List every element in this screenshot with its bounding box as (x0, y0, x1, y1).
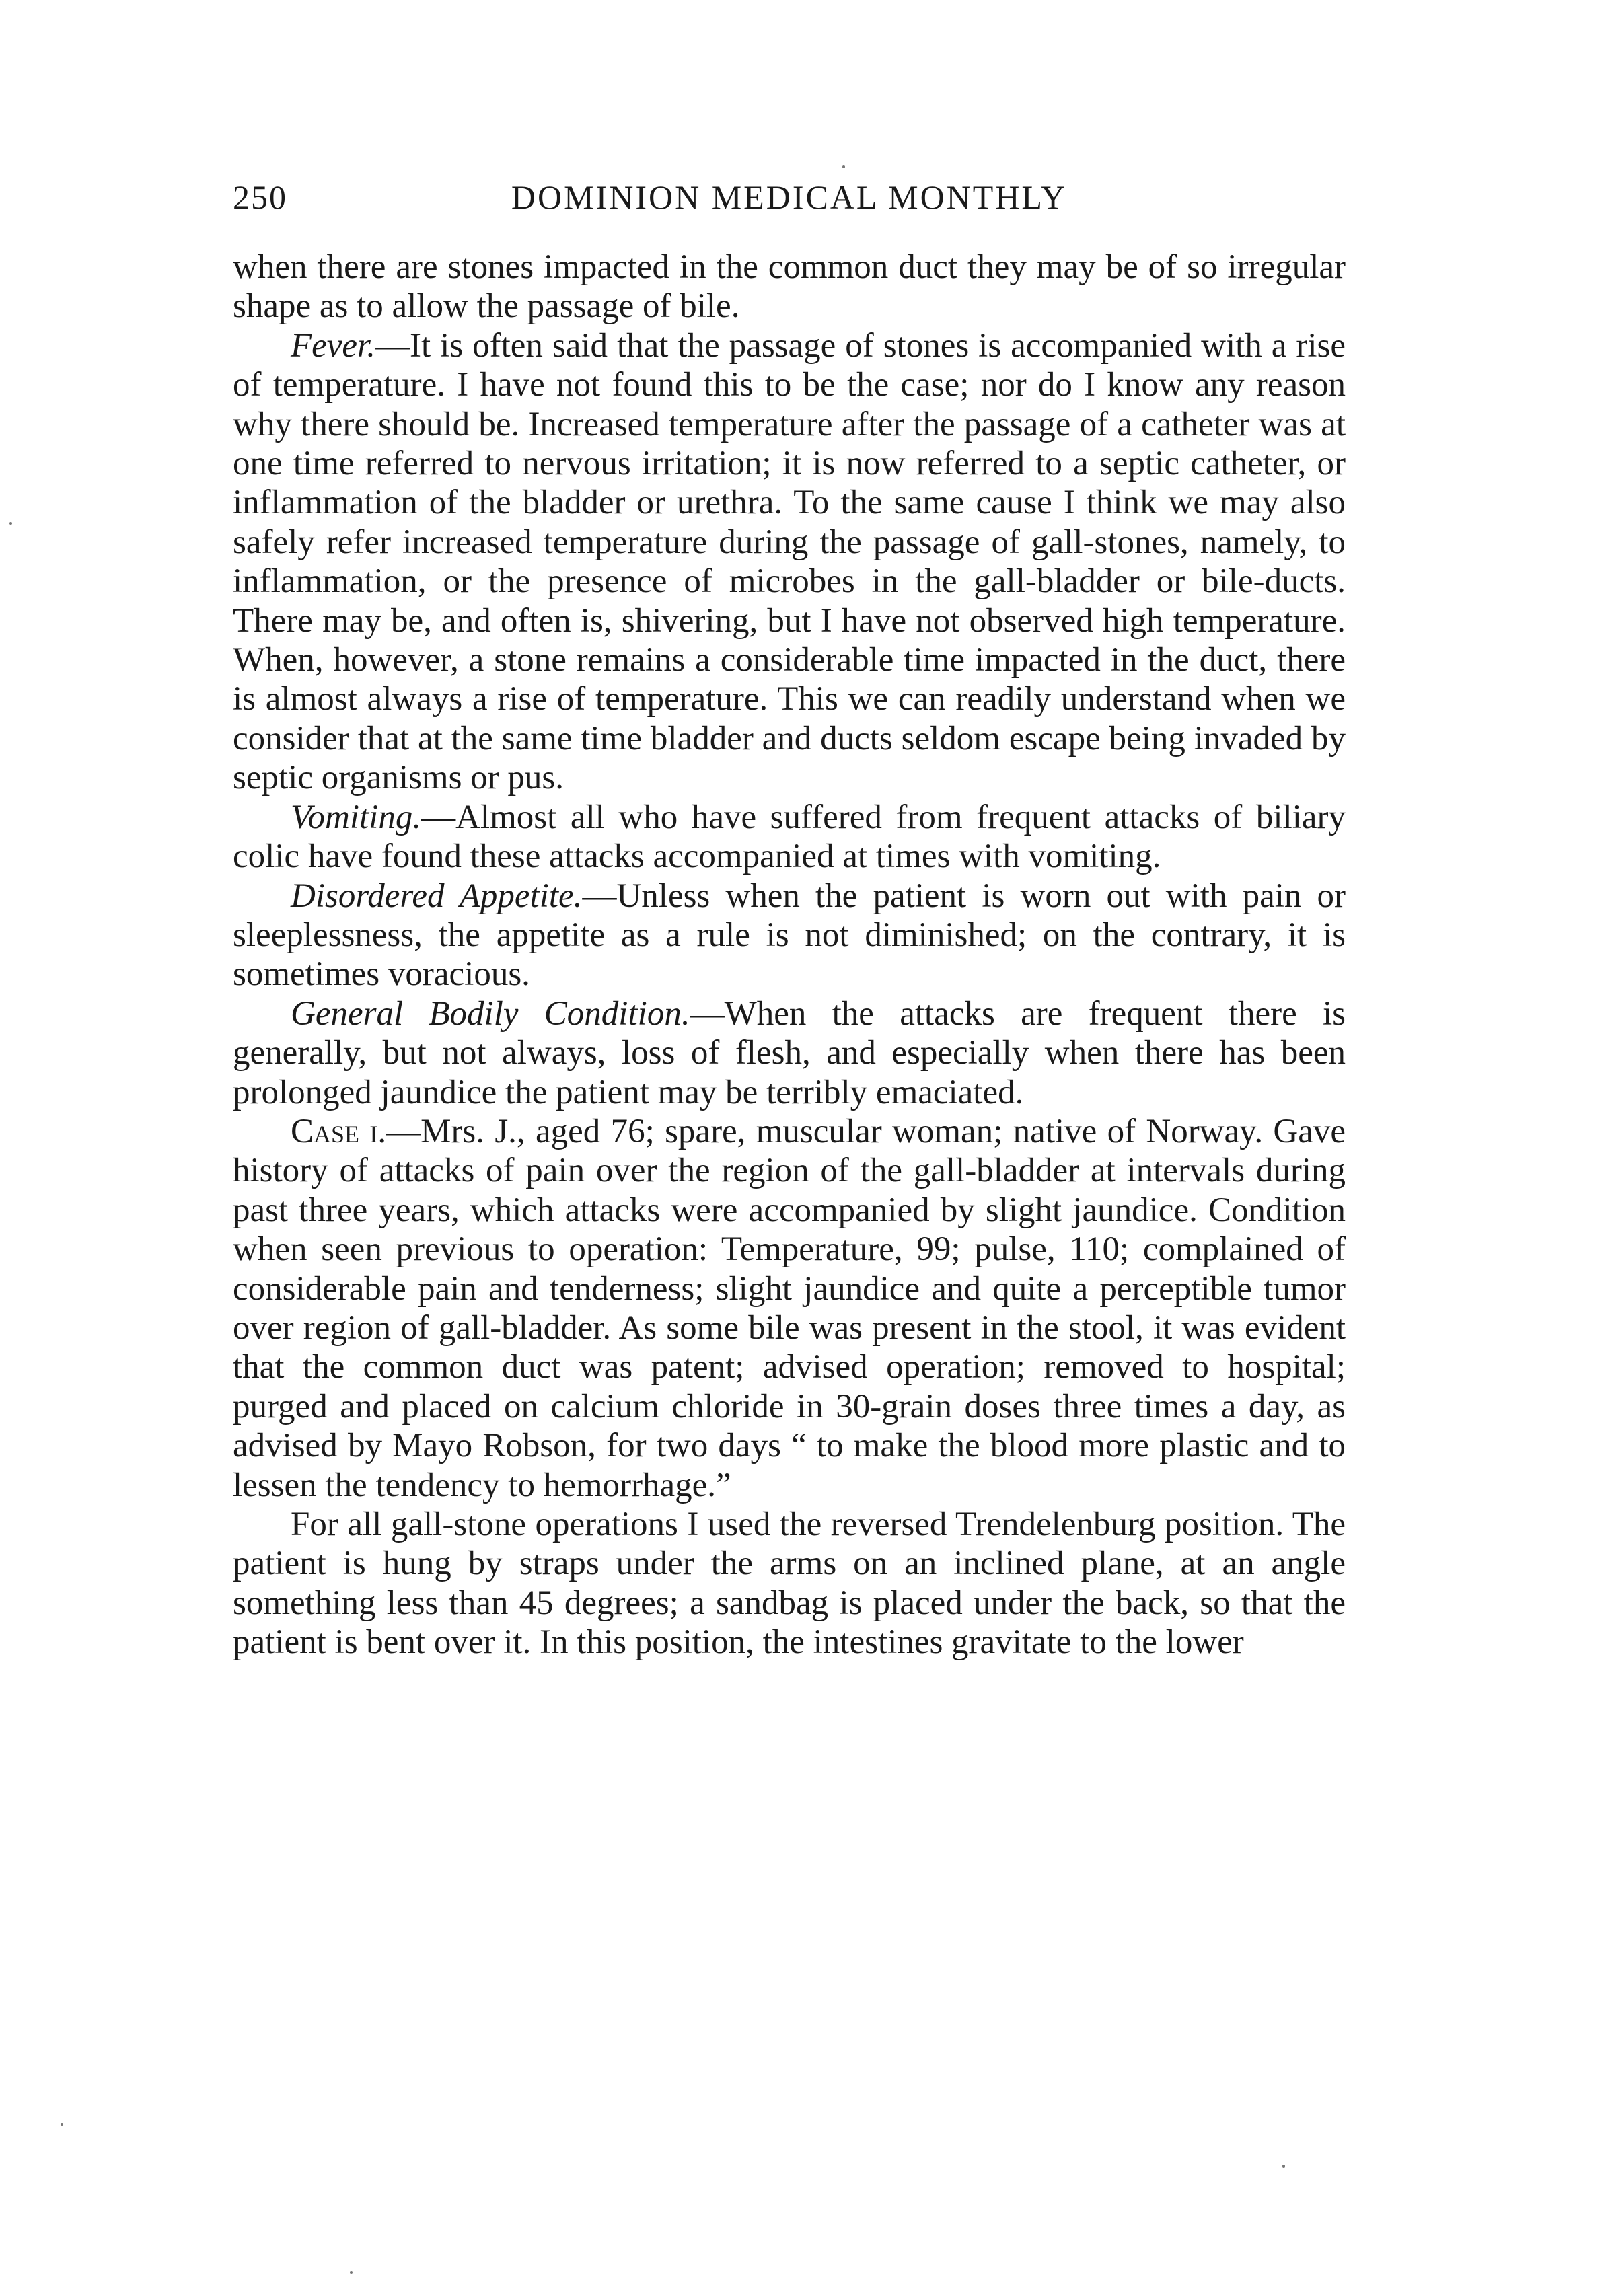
paragraph-disordered-appetite (233, 877, 1346, 994)
scan-speck (9, 522, 12, 525)
journal-title: DOMINION MEDICAL MONTHLY (511, 178, 1068, 216)
book-page (233, 178, 1346, 1662)
scan-speck (350, 2271, 353, 2274)
section-heading-vomiting: Vomiting. (291, 798, 422, 836)
page-number: 250 (233, 178, 287, 216)
paragraph-general-bodily-condition (233, 994, 1346, 1112)
paragraph-case-1 (233, 1112, 1346, 1505)
paragraph-text: —When the attacks are frequent there is generally, but not always, loss of flesh, and especially when there has been prolonged jaundice the patient may be terribly emaciated. (233, 994, 1346, 1111)
paragraph-text: For all gall-stone operations I used the reversed Trendelenburg position. The patient is hung by straps under the arms on an inclined plane, at an angle something less than 45 degrees; a sandbag is placed under the back, so that the patient is bent over it. In this position, the intestines gravitate to the lower (233, 1506, 1346, 1662)
section-heading-fever: Fever. (291, 326, 376, 365)
body-text (233, 248, 1346, 1662)
paragraph-text: —It is often said that the passage of stones is accompanied with a rise of temperature. I have not found this to be the case; nor do I know any reason why there should be. Increased temperature after the passage of a catheter was at one time referred to nervous irritation; it is now referred to a septic catheter, or inflammation of the bladder or urethra. To the same cause I think we may also safely refer increased temperature during the passage of gall-stones, namely, to inflammation, or the presence of microbes in the gall-bladder or bile-ducts. There may be, and often is, shivering, but I have not observed high temperature. When, however, a stone remains a considerable time impacted in the duct, there is almost always a rise of temperature. This we can readily understand when we consider that at the same time bladder and ducts seldom escape being invaded by septic organisms or pus. (233, 326, 1346, 797)
paragraph-text: —Almost all who have suffered from frequent attacks of biliary colic have found these attacks accompanied at times with vomiting. (233, 798, 1346, 876)
scan-speck (1282, 2165, 1285, 2168)
section-heading-general-bodily-condition: General Bodily Condition. (291, 994, 690, 1033)
case-label: Case i. (291, 1112, 387, 1150)
paragraph-text: —Mrs. J., aged 76; spare, muscular woman; native of Norway. Gave history of attacks of pain over the region of the gall-bladder at intervals during past three years, which attacks were accompanied by slight jaundice. Condition when seen previous to operation: Temperature, 99; pulse, 110; complained of considerable pain and tenderness; slight jaundice and quite a perceptible tumor over region of gall-bladder. As some bile was present in the stool, it was evident that the common duct was patent; advised operation; removed to hospital; purged and placed on calcium chloride in 30-grain doses three times a day, as advised by Mayo Robson, for two days “ to make the blood more plastic and to lessen the tendency to hemorrhage.” (233, 1112, 1346, 1504)
paragraph-text: when there are stones impacted in the common duct they may be of so irregular shape as to allow the passage of bile. (233, 248, 1346, 326)
running-head (233, 178, 1346, 221)
scan-speck (61, 2123, 63, 2126)
paragraph-trendelenburg (233, 1505, 1346, 1662)
scan-speck (842, 165, 845, 168)
paragraph-continued (233, 248, 1346, 326)
paragraph-fever (233, 326, 1346, 798)
paragraph-vomiting (233, 798, 1346, 877)
section-heading-disordered-appetite: Disordered Appetite. (291, 877, 583, 915)
paragraph-text: —Unless when the patient is worn out with pain or sleeplessness, the appetite as a rule is not diminished; on the contrary, it is sometimes voracious. (233, 877, 1346, 994)
